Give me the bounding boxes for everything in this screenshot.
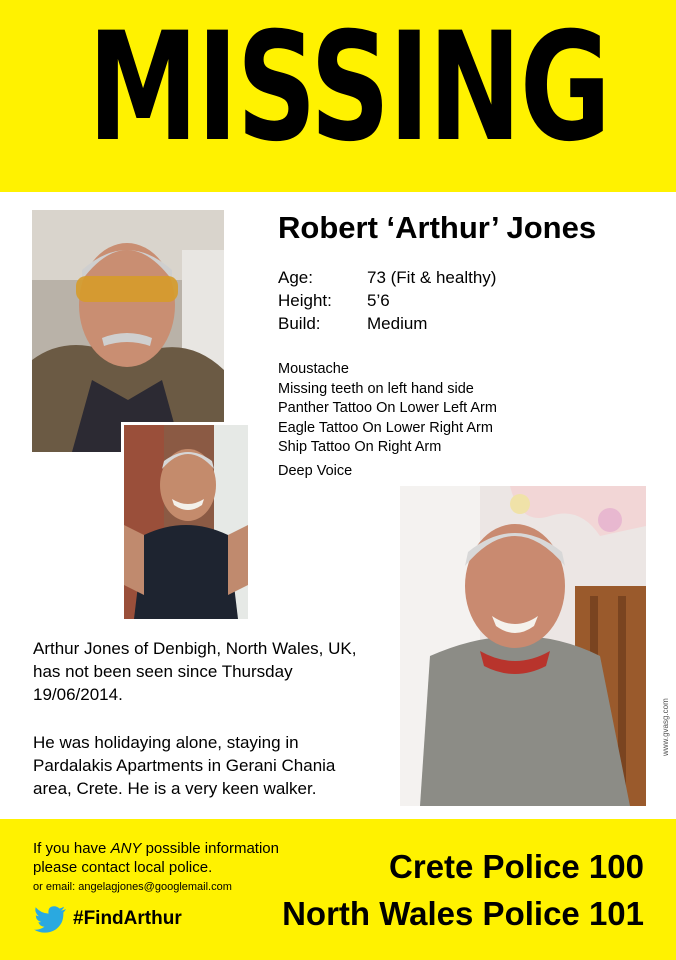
info-emphasis: ANY [110,840,142,857]
info-text: please contact local police. [33,859,213,876]
info-text: If you have [33,840,111,857]
photo-smiling-sweater [400,486,646,806]
hashtag-text: #FindArthur [73,908,182,929]
photo-credit: www.gvasg.com [661,698,670,756]
fact-value: 5’6 [367,291,390,310]
police-contact-crete: Crete Police 100 [389,848,644,885]
fact-label: Height: [278,291,332,310]
headline: MISSING [87,1,610,175]
fact-height [278,289,496,312]
feature-item: Moustache [278,361,349,377]
police-contact-north-wales: North Wales Police 101 [282,895,644,932]
fact-value: 73 (Fit & healthy) [367,268,497,287]
twitter-hashtag [33,905,182,933]
contact-email: or email: angelagjones@googlemail.com [33,881,232,893]
fact-label: Build: [278,314,321,333]
story-paragraph-holiday: He was holidaying alone, staying in Pardalakis Apartments in Gerani Chania area, Crete. He is a very keen walker. [33,733,336,798]
fact-build [278,312,496,335]
story-paragraph-last-seen: Arthur Jones of Denbigh, North Wales, UK, has not been seen since Thursday 19/06/2014. [33,639,357,704]
feature-item: Missing teeth on left hand side [278,380,474,397]
fact-value: Medium [367,314,428,333]
person-name: Robert ‘Arthur’ Jones [278,210,597,245]
distinguishing-features [278,360,497,481]
twitter-bird-icon [33,905,67,933]
feature-item: Ship Tattoo On Right Arm [278,439,442,455]
info-text: possible information [141,840,279,857]
facts-list [278,266,496,335]
missing-banner [0,0,676,192]
feature-item: Panther Tattoo On Lower Left Arm [278,400,497,416]
contact-footer [0,819,676,960]
contact-instructions [33,839,279,877]
photo-smiling-vest [124,425,248,619]
photo-portrait-sunglasses [32,210,224,452]
fact-age [278,266,496,289]
feature-item: Eagle Tattoo On Lower Right Arm [278,419,493,436]
fact-label: Age: [278,268,313,287]
feature-item: Deep Voice [278,462,353,479]
